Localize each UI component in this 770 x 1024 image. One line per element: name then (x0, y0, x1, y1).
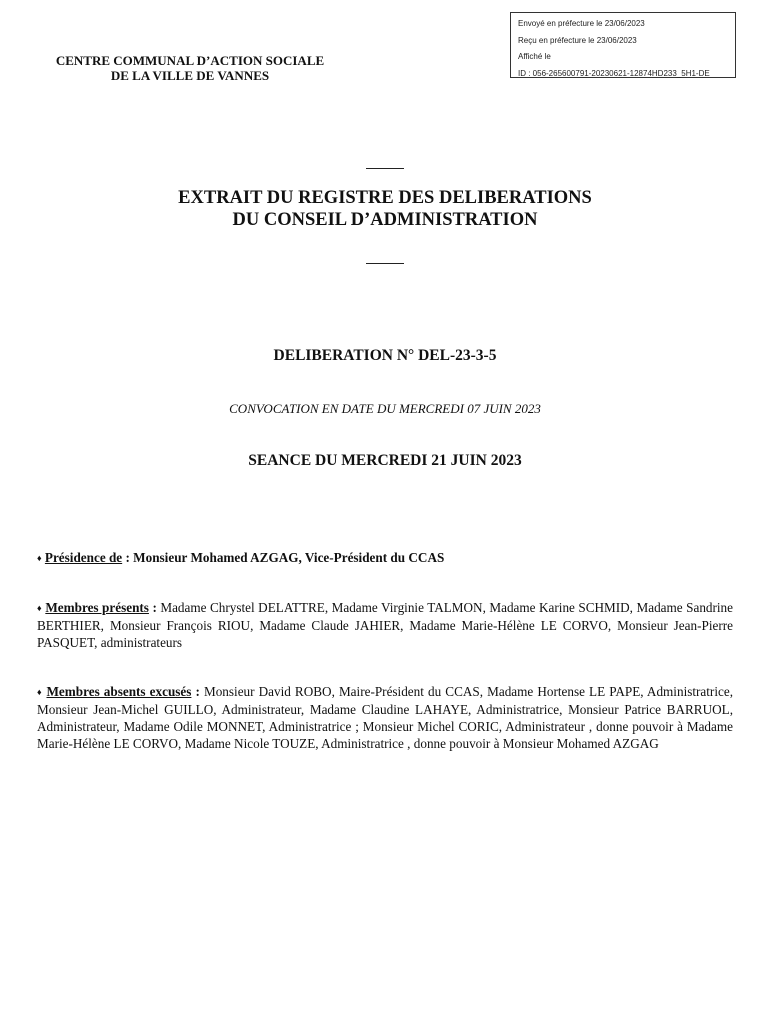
stamp-posted: Affiché le (518, 52, 551, 61)
members-absent-colon: : (191, 684, 200, 699)
stamp-received-date: Reçu en préfecture le 23/06/2023 (518, 35, 637, 45)
bullet-icon: ♦ (37, 553, 42, 563)
deliberation-number: DELIBERATION N° DEL-23-3-5 (273, 347, 497, 364)
top-divider (366, 168, 404, 169)
convocation-date: CONVOCATION EN DATE DU MERCREDI 07 JUIN 2023 (229, 401, 541, 416)
members-present-label: Membres présents (45, 600, 149, 615)
org-name-line1: CENTRE COMMUNAL D’ACTION SOCIALE (55, 53, 325, 68)
title-line1: EXTRAIT DU REGISTRE DES DELIBERATIONS (178, 188, 592, 208)
presidence-text: Monsieur Mohamed AZGAG, Vice-Président du CCAS (129, 550, 445, 565)
members-present-text: Madame Chrystel DELATTRE, Madame Virginie TALMON, Madame Karine SCHMID, Madame Sandrine BERTHIER, Monsieur François RIOU, Madame Claude JAHIER, Madame Marie-Hélène LE CORVO, Monsieur Jean-Pierre PASQUET, administrateurs (37, 600, 734, 650)
stamp-id: ID : 056-265600791-20230621-12874HD233_5H1-DE (518, 68, 710, 78)
members-present-colon: : (148, 600, 157, 615)
members-present-paragraph (37, 599, 733, 651)
bottom-divider (366, 263, 404, 264)
seance-date: SEANCE DU MERCREDI 21 JUIN 2023 (248, 452, 522, 469)
bullet-icon: ♦ (37, 603, 42, 613)
document-title (0, 187, 770, 231)
members-absent-label: Membres absents excusés (46, 684, 192, 699)
members-absent-text: Monsieur David ROBO, Maire-Président du CCAS, Madame Hortense LE PAPE, Administratrice, Monsieur Jean-Michel GUILLO, Administrateur, Madame Claudine LAHAYE, Administratrice, Monsieur Patrice BARRUOL, Administrateur, Madame Odile MONNET, Administratrice ; Monsieur Michel CORIC, Administrateur , donne pouvoir à Madame Marie-Hélène LE CORVO, Madame Nicole TOUZE, Administratrice , donne pouvoir à Monsieur Mohamed AZGAG (37, 684, 733, 751)
presidence-colon: : (122, 550, 130, 565)
presidence-label: Présidence de (44, 550, 123, 565)
stamp-sent-date: Envoyé en préfecture le 23/06/2023 (518, 19, 645, 28)
members-absent-paragraph (37, 683, 733, 752)
title-line2: DU CONSEIL D’ADMINISTRATION (232, 210, 538, 230)
bullet-icon: ♦ (37, 687, 43, 697)
org-name-line2: DE LA VILLE DE VANNES (110, 68, 270, 83)
presidence-paragraph (37, 549, 733, 567)
prefecture-stamp (510, 12, 736, 78)
organization-header (30, 53, 350, 83)
